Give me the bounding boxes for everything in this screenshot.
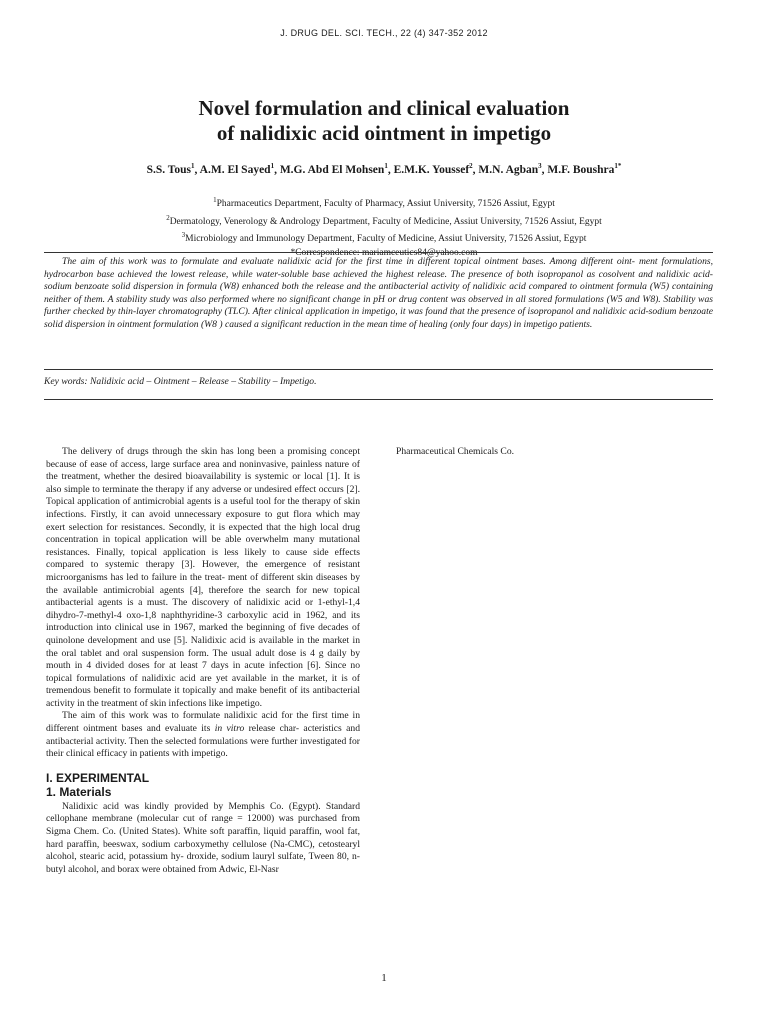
author-sup: 2 — [469, 162, 473, 170]
italic-run: in vitro — [214, 723, 245, 735]
author: M.G. Abd El Mohsen — [279, 163, 385, 176]
author: M.F. Boushra — [547, 163, 615, 176]
affiliation-2 — [60, 212, 708, 230]
author-sup: 1 — [614, 162, 618, 170]
corresponding-mark: * — [617, 162, 622, 170]
materials-paragraph: Nalidixic acid was kindly provided by Memphis Co. (Egypt). Standard cellophane membrane (molecular cut of range = 12000) was purchased from Sigma Chem. Co. (United States). White soft paraffin, liquid paraffin, wool fat, hard paraffin, beeswax, sodium carboxymethy cellulose (Na-CMC), cetostearyl alcohol, stearic acid, potassium hy- droxide, sodium lauryl sulfate, Tween 80, n-butyl alcohol, and borax were obtained from Adwic, El-Nasr — [46, 800, 360, 875]
affiliation-sup: 3 — [181, 231, 186, 240]
abstract: The aim of this work was to formulate and evaluate nalidixic acid for the first time in different topical ointment bases. Among different oint- ment formulations, hydrocarbon base achieved the lowest release, while water-soluble base achieved the highest release. The presence of both isopropanol as cosolvent and nalidixic acid-sodium benzoate solid dispersion in formula (W8) enhanced both the release and the antibacterial activity of nalidixic acid compared to ointment formula (W5) containing neither of them. A stability study was also performed where no significant change in pH or drug content was observed in all stored formulations (W5 and W8). Stability was further checked by thin-layer chromatography (TLC). After clinical application in impetigo, it was found that the presence of isopropanol and nalidixic acid-sodium benzoate solid dispersion in ointment formulation (W8 ) caused a significant reduction in the mean time of healing (only four days) in impetigo patients. — [44, 256, 713, 330]
affiliation-text: Microbiology and Immunology Department, Faculty of Medicine, Assiut University, 71526 Assiut, Egypt — [185, 234, 587, 245]
author: E.M.K. Youssef — [393, 163, 470, 176]
text-run: The aim of this work was to formulate nalidixic acid for the first time in different ointment bases and evaluate its — [46, 710, 360, 735]
left-column — [46, 446, 360, 876]
affiliation-sup: 1 — [213, 196, 217, 204]
affiliation-sup: 2 — [166, 213, 170, 222]
affiliation-3 — [60, 229, 708, 247]
right-column — [396, 446, 710, 459]
author: A.M. El Sayed — [199, 163, 271, 176]
title-line-1: Novel formulation and clinical evaluation — [198, 96, 570, 120]
keywords-rule — [44, 399, 713, 400]
right-column-text: Pharmaceutical Chemicals Co. — [396, 446, 515, 457]
paper-title — [60, 96, 708, 146]
title-line-2: of nalidixic acid ointment in impetigo — [216, 121, 552, 145]
affiliation-text: Pharmaceutics Department, Faculty of Pharmacy, Assiut University, 71526 Assiut, Egypt — [216, 199, 555, 210]
author-sup: 1 — [384, 162, 388, 170]
affiliation-text: Dermatology, Venerology & Andrology Department, Faculty of Medicine, Assiut University, 71526 Assiut, Egypt — [169, 216, 602, 227]
author: M.N. Agban — [478, 163, 539, 176]
author-list: S.S. Tous$^1$, A.M. El Sayed$^1$, M.G. Abd El Mohsen$^1$, E.M.K. Youssef$^2$, M.N. Agban$^3$, M.F. Boushra$^{1*}$ — [146, 162, 622, 176]
abstract-bottom-rule — [44, 369, 713, 370]
keywords: Key words: Nalidixic acid – Ointment – Release – Stability – Impetigo. — [44, 376, 317, 387]
subsection-heading: 1. Materials — [46, 784, 112, 799]
text-run: release char- acteristics and antibacterial activity. Then the selected formulations were further investigated for their clinical efficacy in patients with impetigo. — [46, 723, 360, 760]
correspondence: *Correspondence: mariamceutics84@yahoo.com — [290, 247, 478, 258]
page-number: 1 — [381, 972, 387, 984]
journal-header: J. DRUG DEL. SCI. TECH., 22 (4) 347-352 2012 — [280, 28, 488, 38]
affiliations — [60, 194, 708, 260]
abstract-top-rule — [44, 252, 713, 253]
affiliation-1 — [60, 194, 708, 212]
author: S.S. Tous — [146, 163, 192, 176]
intro-paragraph-1: The delivery of drugs through the skin has long been a promising concept because of ease of access, large surface area and noninvasive, painless nature of the treatment, whether the desired bioavailability is systemic or local [1]. It is also simple to terminate the therapy if any adverse or undesired effect occurs [2]. Topical application of antimicrobial agents is a useful tool for the therapy of skin infections. Firstly, it can avoid unnecessary exposure to gut flora which may exert selection for resistances. Secondly, it is expected that the high local drug concentration in topical application will be able overwhelm many mutational resistances. Finally, topical application is less likely to cause side effects compared to systemic therapy [3]. However, the emergence of resistant microorganisms has led to failure in the treat- ment of different skin diseases by the available antimicrobial agents [4], therefore the search for new topical antibacterial agents is a must. The discovery of nalidixic acid or 1-ethyl-1,4 dihydro-7-methyl-4 oxo-1,8 naphthyridine-3 carboxylic acid in 1962, and its introduction into clinical use in 1967, marked the beginning of five decades of quinolone development and use [5]. Nalidixic acid is available in the market in the oral tablet and oral suspension form. The usual adult dose is 4 g daily by mouth in 4 divided doses for at least 7 days in acute infection [6]. Since no topical formulations of nalidixic acid are yet available in the market, it is of tremendous benefit to formulate it topically and make benefit of its antibacterial activity in the treatment of skin infections like impetigo. — [46, 446, 360, 709]
intro-paragraph-2 — [46, 710, 360, 760]
author-sup: 1 — [270, 162, 275, 170]
section-heading: I. EXPERIMENTAL — [46, 770, 150, 785]
author-sup: 3 — [538, 162, 542, 170]
author-sup: 1 — [191, 162, 195, 170]
